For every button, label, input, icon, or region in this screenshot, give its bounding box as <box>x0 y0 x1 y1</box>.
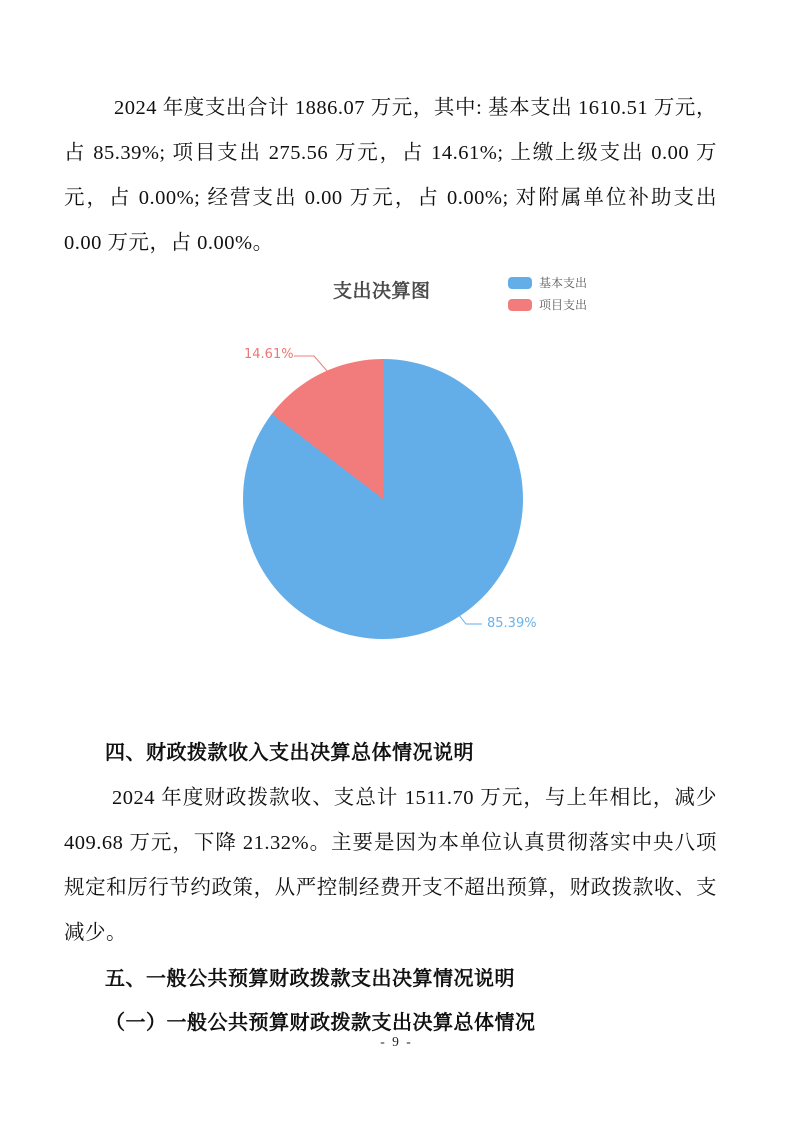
section5-heading: 五、一般公共预算财政拨款支出决算情况说明 <box>105 968 515 990</box>
page-number: - 9 - <box>380 1034 413 1049</box>
section5-sub1-heading: （一）一般公共预算财政拨款支出决算总体情况 <box>105 1012 536 1034</box>
section4-heading: 四、财政拨款收入支出决算总体情况说明 <box>105 742 474 764</box>
expenditure-pie-chart <box>0 268 793 688</box>
section4-body-paragraph: 2024 年度财政拨款收、支总计 1511.70 万元，与上年相比，减少 409.68 万元，下降 21.32%。主要是因为本单位认真贯彻落实中央八项规定和厉行节约政策，从严控制经费开支不超出预算，财政拨款收、支减少。 <box>64 787 717 944</box>
chart-title: 支出决算图 <box>333 281 431 302</box>
leader-line-project <box>294 356 334 379</box>
pie-leader-lines <box>0 268 793 688</box>
legend-label-basic: 基本支出 <box>539 276 588 290</box>
legend-label-project: 项目支出 <box>539 298 588 312</box>
leader-line-basic <box>455 610 482 624</box>
expenditure-summary-paragraph: 2024 年度支出合计 1886.07 万元，其中: 基本支出 1610.51 万元，占 85.39%; 项目支出 275.56 万元，占 14.61%; 上缴上级支出 0.00 万元，占 0.00%; 经营支出 0.00 万元，占 0.00%; 对附属单位补助支出 0.00 万元，占 0.00%。 <box>64 97 717 254</box>
pie-label-basic-pct: 85.39% <box>487 616 537 631</box>
pie-label-project-pct: 14.61% <box>244 347 294 362</box>
